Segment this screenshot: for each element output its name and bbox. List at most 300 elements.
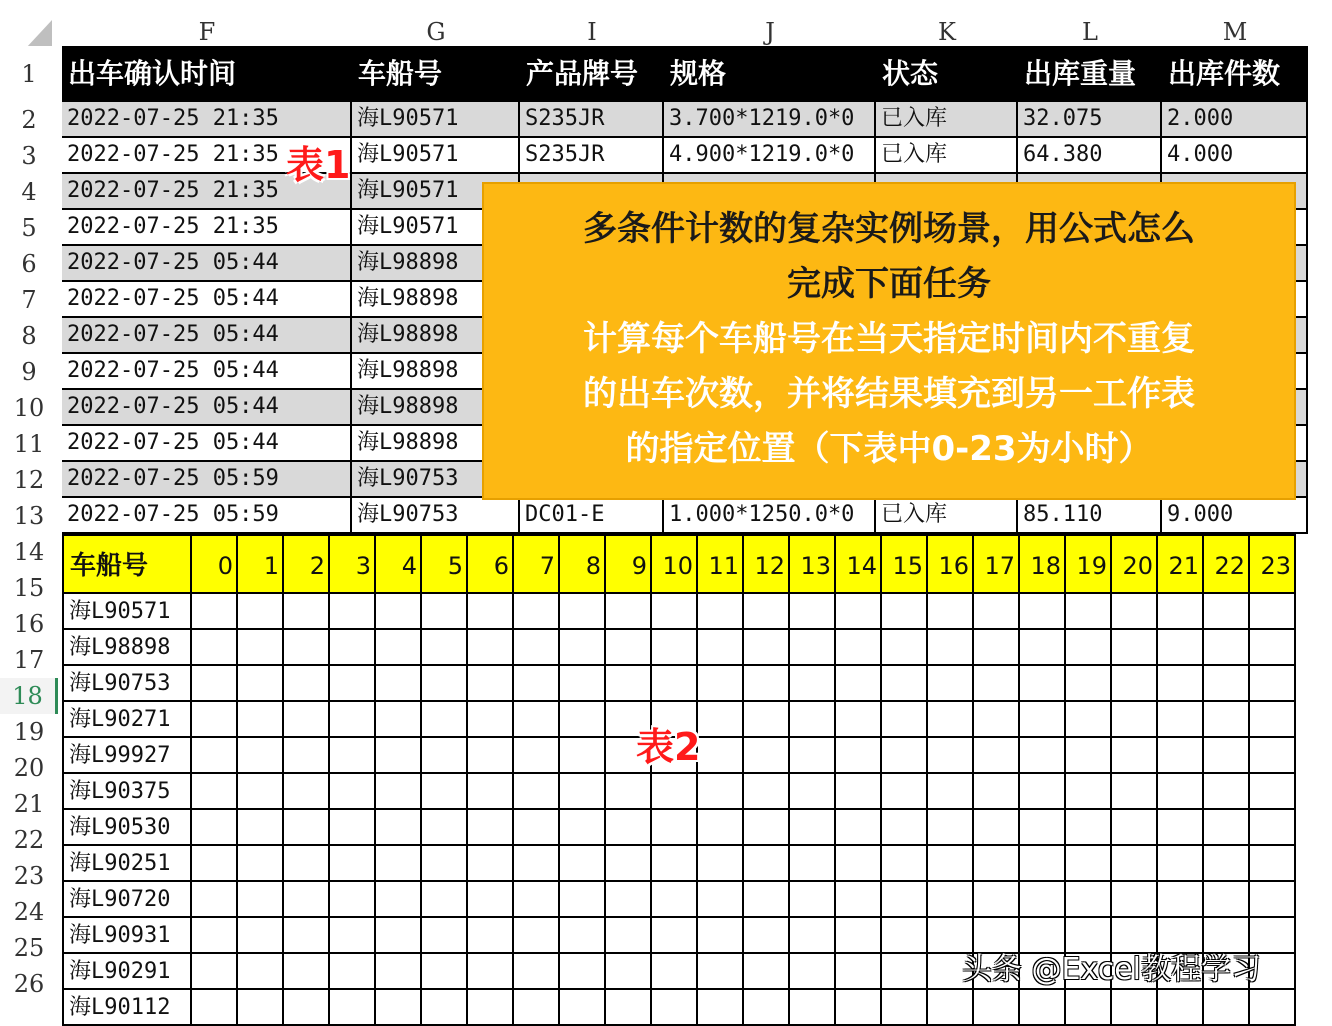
- grid-cell[interactable]: [514, 882, 560, 918]
- grid-cell[interactable]: [560, 810, 606, 846]
- grid-cell[interactable]: [698, 702, 744, 738]
- grid-cell[interactable]: [560, 774, 606, 810]
- grid-cell[interactable]: [744, 738, 790, 774]
- grid-cell[interactable]: [744, 954, 790, 990]
- row-header-25[interactable]: 25: [0, 930, 58, 966]
- row-header-6[interactable]: 6: [0, 246, 58, 282]
- grid-cell[interactable]: [1158, 810, 1204, 846]
- grid-cell[interactable]: [330, 954, 376, 990]
- grid-cell[interactable]: [1020, 990, 1066, 1026]
- grid-cell[interactable]: [1204, 774, 1250, 810]
- grid-cell[interactable]: [606, 594, 652, 630]
- grid-cell[interactable]: [744, 990, 790, 1026]
- grid-cell[interactable]: [652, 810, 698, 846]
- table-cell[interactable]: 3.700*1219.0*0: [664, 102, 876, 138]
- grid-cell[interactable]: [422, 630, 468, 666]
- grid-cell[interactable]: [468, 666, 514, 702]
- grid-cell[interactable]: [882, 702, 928, 738]
- grid-cell[interactable]: [284, 954, 330, 990]
- grid-cell[interactable]: [974, 990, 1020, 1026]
- grid-cell[interactable]: [1066, 738, 1112, 774]
- table-cell[interactable]: 4.000: [1162, 138, 1308, 174]
- row-header-15[interactable]: 15: [0, 570, 58, 606]
- table-cell[interactable]: 85.110: [1018, 498, 1162, 534]
- grid-cell[interactable]: [652, 774, 698, 810]
- grid-cell[interactable]: [928, 630, 974, 666]
- grid-cell[interactable]: [836, 738, 882, 774]
- grid-cell[interactable]: [238, 846, 284, 882]
- grid-cell[interactable]: [330, 918, 376, 954]
- table-cell[interactable]: 2022-07-25 05:44: [62, 390, 352, 426]
- table-cell[interactable]: 2022-07-25 05:44: [62, 318, 352, 354]
- row-header-12[interactable]: 12: [0, 462, 58, 498]
- grid-cell[interactable]: [1020, 738, 1066, 774]
- grid-cell[interactable]: [422, 774, 468, 810]
- grid-cell[interactable]: [192, 990, 238, 1026]
- grid-cell[interactable]: [1158, 990, 1204, 1026]
- row-header-11[interactable]: 11: [0, 426, 58, 462]
- grid-cell[interactable]: [1158, 738, 1204, 774]
- vehicle-cell[interactable]: 海L98898: [62, 630, 192, 666]
- grid-cell[interactable]: [1020, 846, 1066, 882]
- grid-cell[interactable]: [238, 918, 284, 954]
- grid-cell[interactable]: [744, 702, 790, 738]
- grid-cell[interactable]: [514, 630, 560, 666]
- grid-cell[interactable]: [376, 774, 422, 810]
- grid-cell[interactable]: [376, 990, 422, 1026]
- grid-cell[interactable]: [744, 882, 790, 918]
- grid-cell[interactable]: [974, 882, 1020, 918]
- grid-cell[interactable]: [652, 954, 698, 990]
- vehicle-cell[interactable]: 海L90112: [62, 990, 192, 1026]
- grid-cell[interactable]: [928, 774, 974, 810]
- grid-cell[interactable]: [836, 954, 882, 990]
- grid-cell[interactable]: [330, 774, 376, 810]
- grid-cell[interactable]: [744, 810, 790, 846]
- grid-cell[interactable]: [330, 702, 376, 738]
- grid-cell[interactable]: [744, 918, 790, 954]
- grid-cell[interactable]: [1112, 702, 1158, 738]
- table-cell[interactable]: 64.380: [1018, 138, 1162, 174]
- grid-cell[interactable]: [1204, 810, 1250, 846]
- grid-cell[interactable]: [468, 882, 514, 918]
- grid-cell[interactable]: [330, 738, 376, 774]
- table-cell[interactable]: 海L90571: [352, 102, 520, 138]
- grid-cell[interactable]: [238, 954, 284, 990]
- grid-cell[interactable]: [560, 990, 606, 1026]
- row-header-10[interactable]: 10: [0, 390, 58, 426]
- grid-cell[interactable]: [422, 810, 468, 846]
- grid-cell[interactable]: [192, 630, 238, 666]
- grid-cell[interactable]: [698, 918, 744, 954]
- table-cell[interactable]: 海L98898: [352, 282, 520, 318]
- row-header-26[interactable]: 26: [0, 966, 58, 1002]
- grid-cell[interactable]: [514, 918, 560, 954]
- grid-cell[interactable]: [1066, 666, 1112, 702]
- grid-cell[interactable]: [192, 738, 238, 774]
- grid-cell[interactable]: [468, 594, 514, 630]
- grid-cell[interactable]: [882, 594, 928, 630]
- grid-cell[interactable]: [514, 846, 560, 882]
- grid-cell[interactable]: [1066, 810, 1112, 846]
- table-cell[interactable]: 已入库: [876, 498, 1018, 534]
- grid-cell[interactable]: [422, 954, 468, 990]
- table-cell[interactable]: 2022-07-25 05:44: [62, 426, 352, 462]
- grid-cell[interactable]: [836, 666, 882, 702]
- grid-cell[interactable]: [606, 810, 652, 846]
- table-cell[interactable]: 2022-07-25 21:35: [62, 210, 352, 246]
- grid-cell[interactable]: [330, 882, 376, 918]
- grid-cell[interactable]: [974, 738, 1020, 774]
- grid-cell[interactable]: [606, 630, 652, 666]
- grid-cell[interactable]: [330, 846, 376, 882]
- grid-cell[interactable]: [606, 846, 652, 882]
- row-header-17[interactable]: 17: [0, 642, 58, 678]
- grid-cell[interactable]: [974, 702, 1020, 738]
- grid-cell[interactable]: [790, 918, 836, 954]
- grid-cell[interactable]: [1020, 630, 1066, 666]
- grid-cell[interactable]: [606, 918, 652, 954]
- grid-cell[interactable]: [238, 666, 284, 702]
- grid-cell[interactable]: [376, 594, 422, 630]
- grid-cell[interactable]: [606, 666, 652, 702]
- grid-cell[interactable]: [422, 882, 468, 918]
- row-header-2[interactable]: 2: [0, 102, 58, 138]
- vehicle-cell[interactable]: 海L99927: [62, 738, 192, 774]
- grid-cell[interactable]: [192, 594, 238, 630]
- table-cell[interactable]: 海L98898: [352, 246, 520, 282]
- grid-cell[interactable]: [468, 954, 514, 990]
- grid-cell[interactable]: [514, 954, 560, 990]
- vehicle-cell[interactable]: 海L90571: [62, 594, 192, 630]
- grid-cell[interactable]: [192, 882, 238, 918]
- grid-cell[interactable]: [422, 702, 468, 738]
- grid-cell[interactable]: [560, 630, 606, 666]
- grid-cell[interactable]: [744, 774, 790, 810]
- grid-cell[interactable]: [928, 990, 974, 1026]
- table-cell[interactable]: 海L90571: [352, 174, 520, 210]
- grid-cell[interactable]: [514, 810, 560, 846]
- grid-cell[interactable]: [514, 702, 560, 738]
- grid-cell[interactable]: [1158, 702, 1204, 738]
- grid-cell[interactable]: [790, 846, 836, 882]
- grid-cell[interactable]: [1250, 738, 1296, 774]
- grid-cell[interactable]: [468, 990, 514, 1026]
- grid-cell[interactable]: [1112, 882, 1158, 918]
- grid-cell[interactable]: [238, 774, 284, 810]
- grid-cell[interactable]: [836, 882, 882, 918]
- grid-cell[interactable]: [468, 774, 514, 810]
- grid-cell[interactable]: [928, 846, 974, 882]
- column-header-M[interactable]: M: [1162, 10, 1308, 54]
- grid-cell[interactable]: [238, 810, 284, 846]
- grid-cell[interactable]: [836, 594, 882, 630]
- grid-cell[interactable]: [882, 738, 928, 774]
- grid-cell[interactable]: [468, 810, 514, 846]
- table-cell[interactable]: S235JR: [520, 138, 664, 174]
- grid-cell[interactable]: [560, 738, 606, 774]
- row-header-5[interactable]: 5: [0, 210, 58, 246]
- grid-cell[interactable]: [560, 594, 606, 630]
- grid-cell[interactable]: [1204, 846, 1250, 882]
- grid-cell[interactable]: [1066, 630, 1112, 666]
- grid-cell[interactable]: [1250, 774, 1296, 810]
- grid-cell[interactable]: [514, 738, 560, 774]
- grid-cell[interactable]: [836, 990, 882, 1026]
- grid-cell[interactable]: [882, 774, 928, 810]
- grid-cell[interactable]: [192, 702, 238, 738]
- grid-cell[interactable]: [698, 594, 744, 630]
- vehicle-cell[interactable]: 海L90753: [62, 666, 192, 702]
- grid-cell[interactable]: [376, 846, 422, 882]
- grid-cell[interactable]: [1112, 990, 1158, 1026]
- grid-cell[interactable]: [928, 666, 974, 702]
- grid-cell[interactable]: [744, 846, 790, 882]
- grid-cell[interactable]: [422, 738, 468, 774]
- table-cell[interactable]: 海L98898: [352, 390, 520, 426]
- table-cell[interactable]: 2022-07-25 21:35: [62, 102, 352, 138]
- grid-cell[interactable]: [652, 882, 698, 918]
- table-cell[interactable]: 2022-07-25 21:35: [62, 174, 352, 210]
- grid-cell[interactable]: [606, 990, 652, 1026]
- row-header-8[interactable]: 8: [0, 318, 58, 354]
- grid-cell[interactable]: [1020, 666, 1066, 702]
- grid-cell[interactable]: [744, 630, 790, 666]
- grid-cell[interactable]: [836, 630, 882, 666]
- grid-cell[interactable]: [882, 630, 928, 666]
- grid-cell[interactable]: [790, 882, 836, 918]
- grid-cell[interactable]: [560, 918, 606, 954]
- grid-cell[interactable]: [330, 630, 376, 666]
- grid-cell[interactable]: [1066, 702, 1112, 738]
- grid-cell[interactable]: [1066, 846, 1112, 882]
- grid-cell[interactable]: [698, 990, 744, 1026]
- row-header-19[interactable]: 19: [0, 714, 58, 750]
- grid-cell[interactable]: [284, 810, 330, 846]
- table-cell[interactable]: 2022-07-25 21:35: [62, 138, 352, 174]
- column-header-J[interactable]: J: [664, 10, 876, 54]
- grid-cell[interactable]: [1250, 594, 1296, 630]
- grid-cell[interactable]: [284, 630, 330, 666]
- table-cell[interactable]: 海L90571: [352, 138, 520, 174]
- grid-cell[interactable]: [606, 774, 652, 810]
- grid-cell[interactable]: [652, 990, 698, 1026]
- grid-cell[interactable]: [284, 990, 330, 1026]
- table-cell[interactable]: 海L98898: [352, 426, 520, 462]
- grid-cell[interactable]: [928, 810, 974, 846]
- row-header-16[interactable]: 16: [0, 606, 58, 642]
- column-header-F[interactable]: F: [62, 10, 352, 54]
- grid-cell[interactable]: [422, 666, 468, 702]
- grid-cell[interactable]: [836, 702, 882, 738]
- grid-cell[interactable]: [422, 918, 468, 954]
- grid-cell[interactable]: [882, 918, 928, 954]
- grid-cell[interactable]: [1158, 846, 1204, 882]
- grid-cell[interactable]: [284, 774, 330, 810]
- grid-cell[interactable]: [790, 630, 836, 666]
- grid-cell[interactable]: [1250, 990, 1296, 1026]
- grid-cell[interactable]: [974, 810, 1020, 846]
- grid-cell[interactable]: [560, 882, 606, 918]
- grid-cell[interactable]: [376, 666, 422, 702]
- grid-cell[interactable]: [928, 882, 974, 918]
- row-header-4[interactable]: 4: [0, 174, 58, 210]
- grid-cell[interactable]: [468, 918, 514, 954]
- grid-cell[interactable]: [698, 954, 744, 990]
- grid-cell[interactable]: [422, 846, 468, 882]
- row-header-1[interactable]: 1: [0, 46, 58, 102]
- grid-cell[interactable]: [330, 594, 376, 630]
- grid-cell[interactable]: [422, 990, 468, 1026]
- vehicle-cell[interactable]: 海L90375: [62, 774, 192, 810]
- table-cell[interactable]: DC01-E: [520, 498, 664, 534]
- grid-cell[interactable]: [1158, 630, 1204, 666]
- grid-cell[interactable]: [376, 882, 422, 918]
- grid-cell[interactable]: [698, 630, 744, 666]
- table-cell[interactable]: 海L90753: [352, 462, 520, 498]
- grid-cell[interactable]: [330, 666, 376, 702]
- grid-cell[interactable]: [330, 810, 376, 846]
- table-cell[interactable]: 海L90753: [352, 498, 520, 534]
- grid-cell[interactable]: [744, 594, 790, 630]
- grid-cell[interactable]: [1204, 990, 1250, 1026]
- table-cell[interactable]: 2022-07-25 05:44: [62, 354, 352, 390]
- grid-cell[interactable]: [1158, 774, 1204, 810]
- grid-cell[interactable]: [1066, 882, 1112, 918]
- grid-cell[interactable]: [652, 666, 698, 702]
- grid-cell[interactable]: [330, 990, 376, 1026]
- grid-cell[interactable]: [284, 738, 330, 774]
- grid-cell[interactable]: [790, 954, 836, 990]
- grid-cell[interactable]: [928, 738, 974, 774]
- grid-cell[interactable]: [1020, 882, 1066, 918]
- grid-cell[interactable]: [974, 846, 1020, 882]
- grid-cell[interactable]: [376, 630, 422, 666]
- grid-cell[interactable]: [1250, 702, 1296, 738]
- vehicle-cell[interactable]: 海L90291: [62, 954, 192, 990]
- grid-cell[interactable]: [376, 738, 422, 774]
- grid-cell[interactable]: [836, 918, 882, 954]
- grid-cell[interactable]: [238, 882, 284, 918]
- grid-cell[interactable]: [238, 630, 284, 666]
- grid-cell[interactable]: [1204, 630, 1250, 666]
- grid-cell[interactable]: [1020, 702, 1066, 738]
- table-cell[interactable]: 海L98898: [352, 318, 520, 354]
- grid-cell[interactable]: [1158, 882, 1204, 918]
- grid-cell[interactable]: [1112, 774, 1158, 810]
- grid-cell[interactable]: [836, 846, 882, 882]
- grid-cell[interactable]: [560, 846, 606, 882]
- grid-cell[interactable]: [192, 918, 238, 954]
- grid-cell[interactable]: [652, 630, 698, 666]
- grid-cell[interactable]: [284, 594, 330, 630]
- column-header-I[interactable]: I: [520, 10, 664, 54]
- grid-cell[interactable]: [1112, 666, 1158, 702]
- grid-cell[interactable]: [790, 810, 836, 846]
- grid-cell[interactable]: [560, 666, 606, 702]
- row-header-22[interactable]: 22: [0, 822, 58, 858]
- grid-cell[interactable]: [514, 990, 560, 1026]
- grid-cell[interactable]: [1112, 738, 1158, 774]
- grid-cell[interactable]: [606, 882, 652, 918]
- grid-cell[interactable]: [468, 630, 514, 666]
- grid-cell[interactable]: [238, 702, 284, 738]
- table-cell[interactable]: 1.000*1250.0*0: [664, 498, 876, 534]
- grid-cell[interactable]: [1066, 990, 1112, 1026]
- grid-cell[interactable]: [790, 774, 836, 810]
- grid-cell[interactable]: [1158, 594, 1204, 630]
- grid-cell[interactable]: [790, 594, 836, 630]
- grid-cell[interactable]: [790, 738, 836, 774]
- grid-cell[interactable]: [790, 666, 836, 702]
- grid-cell[interactable]: [1112, 846, 1158, 882]
- grid-cell[interactable]: [238, 738, 284, 774]
- grid-cell[interactable]: [652, 918, 698, 954]
- grid-cell[interactable]: [1020, 774, 1066, 810]
- grid-cell[interactable]: [376, 918, 422, 954]
- grid-cell[interactable]: [560, 954, 606, 990]
- grid-cell[interactable]: [192, 846, 238, 882]
- grid-cell[interactable]: [1066, 774, 1112, 810]
- grid-cell[interactable]: [468, 738, 514, 774]
- column-header-L[interactable]: L: [1018, 10, 1162, 54]
- row-header-18[interactable]: 18: [0, 678, 58, 714]
- table-cell[interactable]: 2022-07-25 05:59: [62, 498, 352, 534]
- grid-cell[interactable]: [284, 702, 330, 738]
- grid-cell[interactable]: [284, 882, 330, 918]
- grid-cell[interactable]: [882, 954, 928, 990]
- grid-cell[interactable]: [882, 846, 928, 882]
- grid-cell[interactable]: [836, 774, 882, 810]
- grid-cell[interactable]: [974, 594, 1020, 630]
- grid-cell[interactable]: [1250, 846, 1296, 882]
- grid-cell[interactable]: [1250, 810, 1296, 846]
- grid-cell[interactable]: [1066, 594, 1112, 630]
- grid-cell[interactable]: [238, 594, 284, 630]
- grid-cell[interactable]: [376, 810, 422, 846]
- grid-cell[interactable]: [790, 990, 836, 1026]
- grid-cell[interactable]: [698, 666, 744, 702]
- row-header-13[interactable]: 13: [0, 498, 58, 534]
- table-cell[interactable]: S235JR: [520, 102, 664, 138]
- grid-cell[interactable]: [1020, 594, 1066, 630]
- grid-cell[interactable]: [882, 666, 928, 702]
- grid-cell[interactable]: [974, 774, 1020, 810]
- grid-cell[interactable]: [284, 918, 330, 954]
- grid-cell[interactable]: [238, 990, 284, 1026]
- table-cell[interactable]: 4.900*1219.0*0: [664, 138, 876, 174]
- grid-cell[interactable]: [698, 810, 744, 846]
- vehicle-cell[interactable]: 海L90720: [62, 882, 192, 918]
- grid-cell[interactable]: [468, 702, 514, 738]
- grid-cell[interactable]: [836, 810, 882, 846]
- row-header-9[interactable]: 9: [0, 354, 58, 390]
- grid-cell[interactable]: [1112, 810, 1158, 846]
- table-cell[interactable]: 9.000: [1162, 498, 1308, 534]
- grid-cell[interactable]: [744, 666, 790, 702]
- grid-cell[interactable]: [652, 846, 698, 882]
- grid-cell[interactable]: [882, 882, 928, 918]
- table-cell[interactable]: 2022-07-25 05:44: [62, 282, 352, 318]
- grid-cell[interactable]: [1204, 882, 1250, 918]
- column-header-K[interactable]: K: [876, 10, 1018, 54]
- grid-cell[interactable]: [1158, 666, 1204, 702]
- grid-cell[interactable]: [928, 702, 974, 738]
- grid-cell[interactable]: [422, 594, 468, 630]
- table-cell[interactable]: 已入库: [876, 102, 1018, 138]
- grid-cell[interactable]: [652, 594, 698, 630]
- grid-cell[interactable]: [514, 774, 560, 810]
